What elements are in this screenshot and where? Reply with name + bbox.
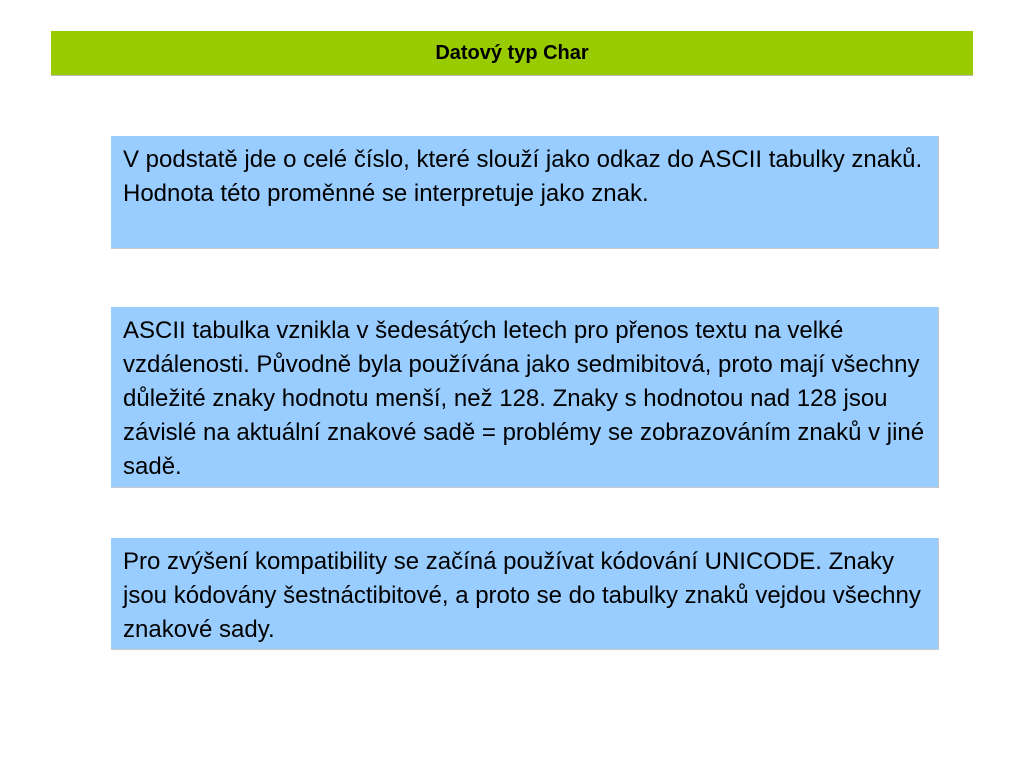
title-bar [51, 31, 973, 76]
text-box-unicode: Pro zvýšení kompatibility se začíná používat kódování UNICODE. Znaky jsou kódovány šestnáctibitové, a proto se do tabulky znaků vejdou všechny znakové sady. [111, 538, 939, 650]
slide-title: Datový typ Char [435, 41, 589, 64]
text-box-ascii-history: ASCII tabulka vznikla v šedesátých letech pro přenos textu na velké vzdálenosti. Původně byla používána jako sedmibitová, proto mají všechny důležité znaky hodnotu menší, než 128. Znaky s hodnotou nad 128 jsou závislé na aktuální znakové sadě = problémy se zobrazováním znaků v jiné sadě. [111, 307, 939, 488]
text-box-char-definition: V podstatě jde o celé číslo, které slouží jako odkaz do ASCII tabulky znaků. Hodnota této proměnné se interpretuje jako znak. [111, 136, 939, 249]
